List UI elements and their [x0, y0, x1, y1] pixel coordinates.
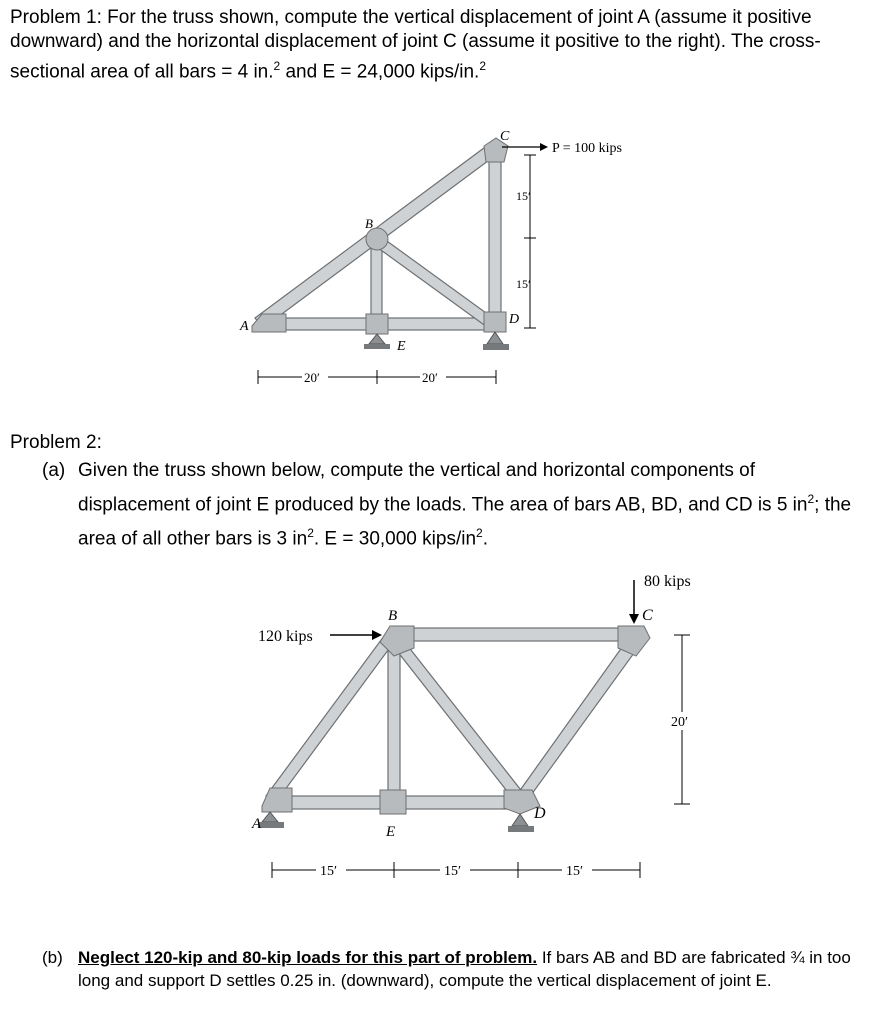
problem-2a-sup-2: 2: [307, 526, 314, 541]
problem-1-text-1: Problem 1: For the truss shown, compute the vertical displacement of joint A (assume it positive downward) and the horizontal displacement of joint C (assume it positive to the right). The cross-sectional area of all bars = 4 in.: [10, 7, 821, 83]
problem-2a-label: (a): [42, 460, 66, 481]
fig1-label-e: E: [397, 339, 406, 354]
truss-figure-2: [0, 560, 881, 890]
fig1-label-d: D: [509, 312, 520, 327]
problem-2a-text-2: ; the area of all other bars is 3 in: [78, 494, 852, 550]
fig2-load-120-kips: 120 kips: [258, 628, 313, 645]
fig2-dim-horizontal-2: 15′: [444, 864, 462, 879]
fig2-label-b: B: [388, 608, 398, 624]
problem-2a-text-1: Given the truss shown below, compute the vertical and horizontal components of displacement of joint E produced by the loads. The area of bars AB, BD, and CD is 5 in: [78, 460, 808, 516]
problem-2b-statement: [42, 946, 872, 992]
problem-1-sup-2: 2: [479, 59, 487, 73]
fig1-dim-horizontal-left: 20′: [304, 370, 320, 385]
fig2-label-a: A: [252, 816, 262, 832]
fig1-load-label: P = 100 kips: [552, 141, 622, 156]
problem-2a-statement: [42, 456, 872, 554]
fig1-label-b: B: [365, 216, 373, 231]
problem-2b-emphasis: Neglect 120-kip and 80-kip loads for this part of problem.: [78, 948, 538, 967]
fig1-label-a: A: [240, 319, 249, 334]
truss-figure-1: [0, 0, 881, 400]
fig2-load-80-kips: 80 kips: [644, 573, 691, 590]
problem-2a-sup-3: 2: [476, 526, 483, 541]
fig1-label-c: C: [500, 129, 510, 144]
fig2-label-c: C: [642, 607, 653, 624]
fig2-dim-horizontal-1: 15′: [320, 864, 338, 879]
fig2-label-e: E: [386, 824, 396, 840]
problem-2b-label: (b): [42, 948, 63, 967]
problem-1-sup-1: 2: [273, 59, 281, 73]
fig1-dim-vertical-bottom: 15′: [516, 277, 531, 291]
fig1-dim-horizontal-right: 20′: [422, 370, 438, 385]
fig2-label-d: D: [534, 805, 546, 822]
problem-2a-text-3: . E = 30,000 kips/in: [313, 528, 477, 550]
fig2-dim-vertical: 20′: [671, 715, 689, 730]
problem-2-title: Problem 2:: [10, 432, 102, 453]
fig2-dim-horizontal-3: 15′: [566, 864, 584, 879]
problem-2a-sup-1: 2: [807, 492, 815, 506]
problem-2a-text-4: .: [482, 528, 488, 550]
problem-1-text-2: and E = 24,000 kips/in.: [280, 61, 480, 83]
fig1-dim-vertical-top: 15′: [516, 189, 531, 203]
problem-2b-text: If bars AB and BD are fabricated ¾ in too long and support D settles 0.25 in. (downward), compute the vertical displacement of joint E.: [78, 948, 851, 990]
